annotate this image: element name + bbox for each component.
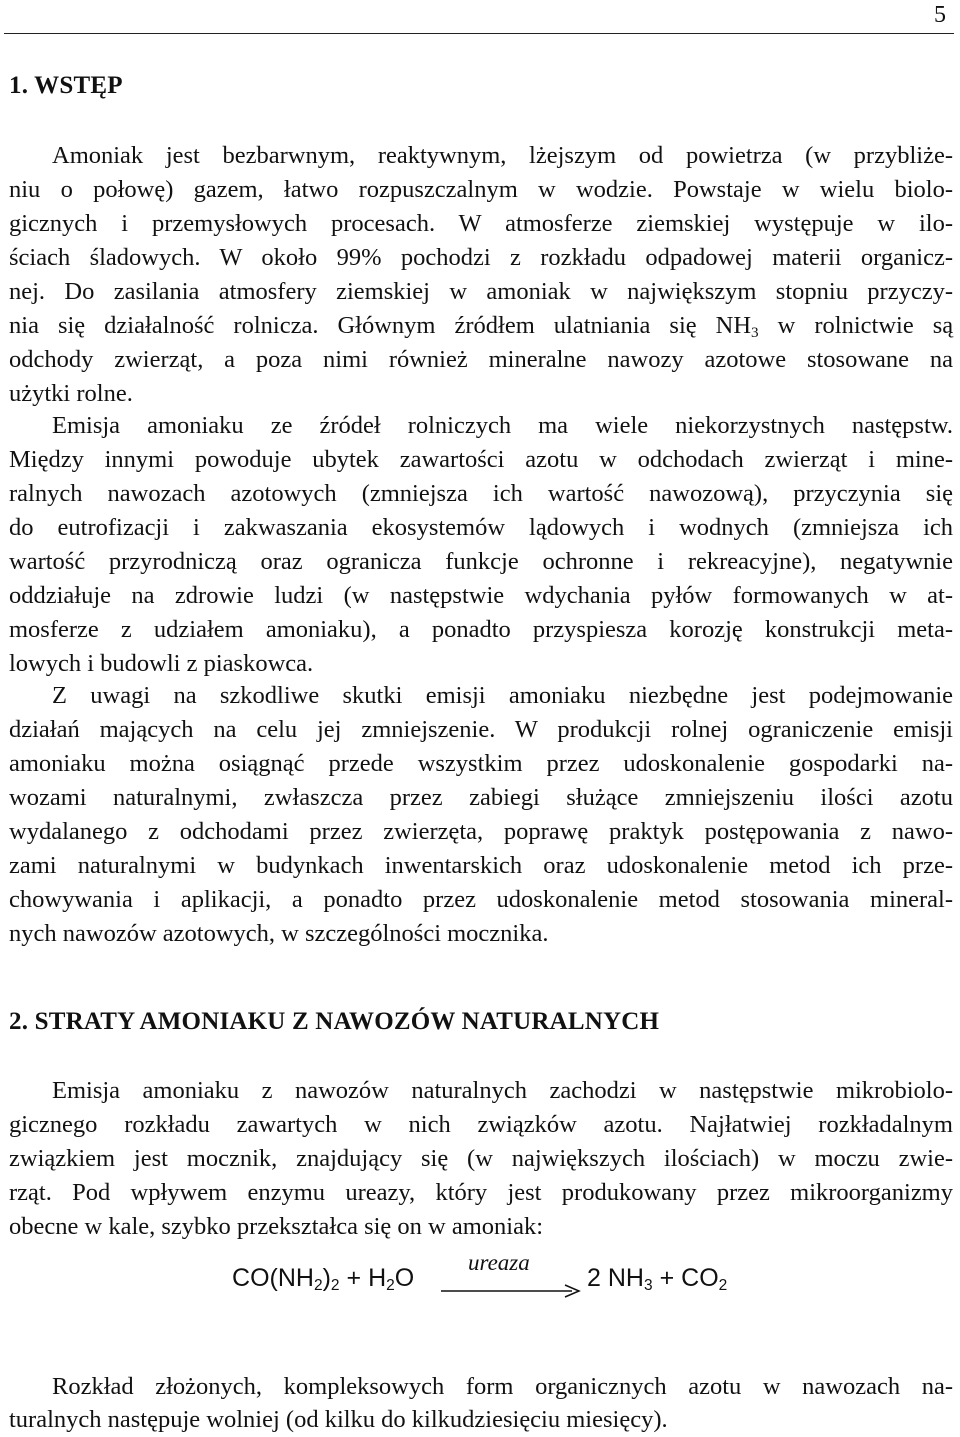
paragraph-line: gicznego rozkładu zawartych w nich związków azotu. Najłatwiej rozkładalnym xyxy=(9,1111,953,1138)
equation-enzyme: ureaza xyxy=(468,1250,530,1275)
paragraph-line: wozami naturalnymi, zwłaszcza przez zabiegi służące zmniejszeniu ilości azotu xyxy=(9,784,953,811)
paragraph-line: chowywania i aplikacji, a ponadto przez udoskonalenie metod stosowania mineral- xyxy=(9,886,953,913)
paragraph-line: ściach śladowych. W około 99% pochodzi z rozkładu odpadowej materii organicz- xyxy=(9,244,953,271)
paragraph-line: zami naturalnymi w budynkach inwentarskich oraz udoskonalenie metod ich prze- xyxy=(9,852,953,879)
paragraph-line: ralnych nawozach azotowych (zmniejsza ich wartość nawozową), przyczynia się xyxy=(9,480,953,507)
paragraph-line: turalnych następuje wolniej (od kilku do kilkudziesięciu miesięcy). xyxy=(9,1406,668,1433)
paragraph-line: wartość przyrodniczą oraz ogranicza funkcje ochronne i rekreacyjne), negatywnie xyxy=(9,548,953,575)
paragraph-line: nych nawozów azotowych, w szczególności mocznika. xyxy=(9,920,549,947)
paragraph-line: gicznych i przemysłowych procesach. W atmosferze ziemskiej występuje w ilo- xyxy=(9,210,953,237)
reaction-arrow xyxy=(441,1250,581,1306)
paragraph-line: Między innymi powoduje ubytek zawartości azotu w odchodach zwierząt i mine- xyxy=(9,446,953,473)
section-1-heading: 1. WSTĘP xyxy=(9,72,123,99)
paragraph-line: rząt. Pod wpływem enzymu ureazy, który jest produkowany przez mikroorganizmy xyxy=(9,1179,953,1206)
equation-products: 2 $NH_3 + CO_2$ xyxy=(587,1264,728,1294)
paragraph-line: oddziałuje na zdrowie ludzi (w następstwie wdychania pyłów formowanych w at- xyxy=(9,582,953,609)
equation-reactants: $CO(NH_2)_2 + H_2O$ xyxy=(232,1264,415,1294)
page-number: 5 xyxy=(934,2,946,28)
paragraph-line: Emisja amoniaku z nawozów naturalnych zachodzi w następstwie mikrobiolo- xyxy=(52,1077,953,1104)
paragraph-line: Z uwagi na szkodliwe skutki emisji amoniaku niezbędne jest podejmowanie xyxy=(52,682,953,709)
section-2-heading: 2. STRATY AMONIAKU Z NAWOZÓW NATURALNYCH xyxy=(9,1008,660,1035)
paragraph-line: użytki rolne. xyxy=(9,380,133,407)
paragraph-line: obecne w kale, szybko przekształca się on w amoniak: xyxy=(9,1213,544,1240)
paragraph-line: nia się działalność rolnicza. Głównym źródłem ulatniania się $NH_3$ w rolnictwie są xyxy=(9,312,954,341)
paragraph-line: Emisja amoniaku ze źródeł rolniczych ma wiele niekorzystnych następstw. xyxy=(52,412,953,439)
right-arrow-icon xyxy=(441,1284,581,1298)
paragraph-line: nej. Do zasilania atmosfery ziemskiej w amoniak w największym stopniu przyczy- xyxy=(9,278,953,305)
paragraph-line: wydalanego z odchodami przez zwierzęta, poprawę praktyk postępowania z nawo- xyxy=(9,818,953,845)
paragraph-line: odchody zwierząt, a poza nimi również mineralne nawozy azotowe stosowane na xyxy=(9,346,953,373)
paragraph-line: Amoniak jest bezbarwnym, reaktywnym, lżejszym od powietrza (w przybliże- xyxy=(52,142,953,169)
paragraph-line: związkiem jest mocznik, znajdujący się (w największych ilościach) w moczu zwie- xyxy=(9,1145,953,1172)
paragraph-line: lowych i budowli z piaskowca. xyxy=(9,650,314,677)
paragraph-line: Rozkład złożonych, kompleksowych form organicznych azotu w nawozach na- xyxy=(52,1373,953,1400)
paragraph-line: działań mających na celu jej zmniejszenie. W produkcji rolnej ograniczenie emisji xyxy=(9,716,953,743)
paragraph-line: niu o połowę) gazem, łatwo rozpuszczalnym w wodzie. Powstaje w wielu biolo- xyxy=(9,176,953,203)
header-rule xyxy=(4,33,954,34)
paragraph-line: do eutrofizacji i zakwaszania ekosystemów lądowych i wodnych (zmniejsza ich xyxy=(9,514,953,541)
paragraph-line: mosferze z udziałem amoniaku), a ponadto przyspiesza korozję konstrukcji meta- xyxy=(9,616,953,643)
paragraph-line: amoniaku można osiągnąć przede wszystkim przez udoskonalenie gospodarki na- xyxy=(9,750,953,777)
